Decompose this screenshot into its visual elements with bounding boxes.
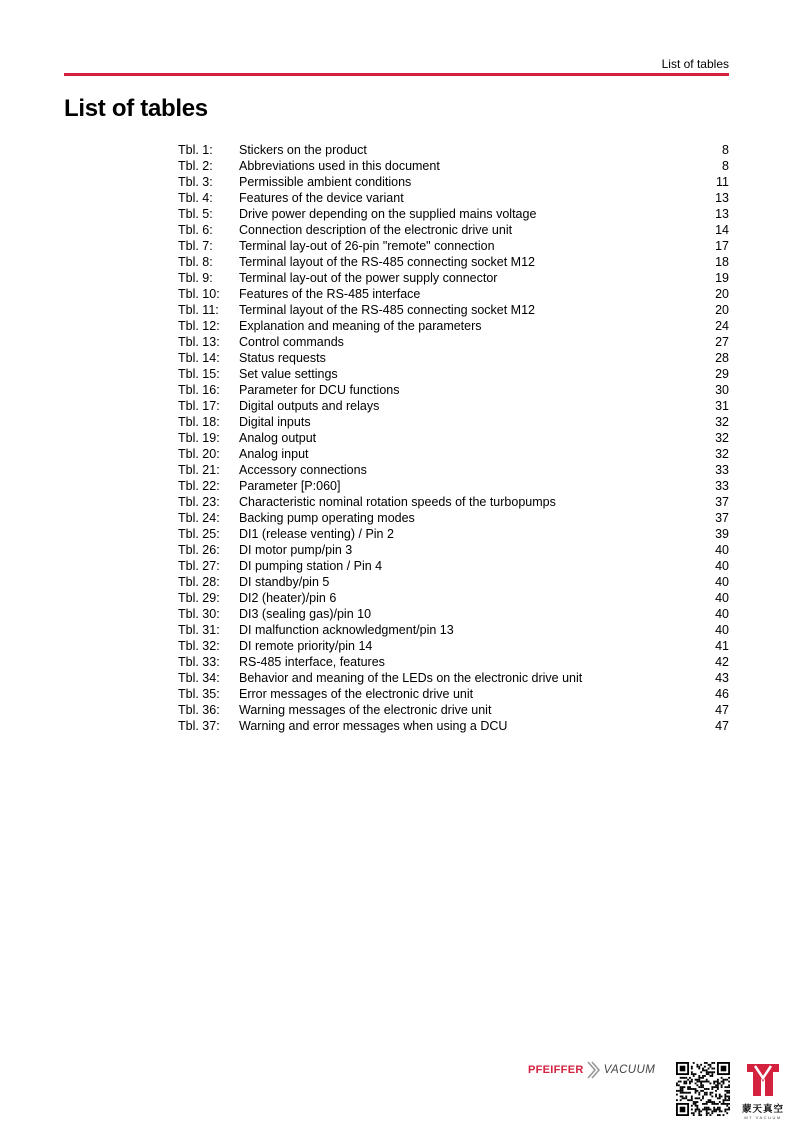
table-entry-label: Tbl. 20: bbox=[178, 447, 220, 461]
table-entry-label: Tbl. 2: bbox=[178, 159, 213, 173]
table-entry-page: 33 bbox=[715, 479, 729, 493]
table-entry-title: Abbreviations used in this document bbox=[239, 159, 440, 173]
table-entry-title: DI1 (release venting) / Pin 2 bbox=[239, 527, 394, 541]
table-entry-title: Features of the device variant bbox=[239, 191, 404, 205]
table-entry[interactable] bbox=[178, 542, 729, 558]
table-entry-label: Tbl. 15: bbox=[178, 367, 220, 381]
table-entry-label: Tbl. 24: bbox=[178, 511, 220, 525]
table-entry-page: 40 bbox=[715, 623, 729, 637]
table-entry-page: 31 bbox=[715, 399, 729, 413]
table-entry-page: 27 bbox=[715, 335, 729, 349]
table-entry-page: 40 bbox=[715, 559, 729, 573]
table-entry-title: Digital outputs and relays bbox=[239, 399, 380, 413]
table-entry[interactable] bbox=[178, 446, 729, 462]
table-entry-title: Warning and error messages when using a DCU bbox=[239, 719, 508, 733]
table-entry-label: Tbl. 21: bbox=[178, 463, 220, 477]
header-rule bbox=[64, 73, 729, 76]
table-entry-title: Terminal layout of the RS-485 connecting socket M12 bbox=[239, 255, 535, 269]
table-entry-title: Terminal lay-out of 26-pin "remote" connection bbox=[239, 239, 495, 253]
table-entry-page: 32 bbox=[715, 431, 729, 445]
table-entry[interactable] bbox=[178, 302, 729, 318]
table-entry-page: 8 bbox=[722, 159, 729, 173]
table-entry-page: 14 bbox=[715, 223, 729, 237]
table-entry[interactable] bbox=[178, 574, 729, 590]
table-entry[interactable] bbox=[178, 334, 729, 350]
mt-logo-en: MT VACUUM bbox=[744, 1115, 782, 1120]
table-entry-page: 18 bbox=[715, 255, 729, 269]
table-entry-label: Tbl. 1: bbox=[178, 143, 213, 157]
table-entry-label: Tbl. 27: bbox=[178, 559, 220, 573]
table-entry-title: Control commands bbox=[239, 335, 344, 349]
table-entry-title: DI motor pump/pin 3 bbox=[239, 543, 353, 557]
table-entry-title: RS-485 interface, features bbox=[239, 655, 385, 669]
table-entry-title: DI standby/pin 5 bbox=[239, 575, 330, 589]
table-entry-label: Tbl. 36: bbox=[178, 703, 220, 717]
table-entry-page: 13 bbox=[715, 191, 729, 205]
page-title: List of tables bbox=[64, 95, 208, 122]
table-entry[interactable] bbox=[178, 318, 729, 334]
table-entry-page: 24 bbox=[715, 319, 729, 333]
table-entry-label: Tbl. 22: bbox=[178, 479, 220, 493]
table-entry-page: 20 bbox=[715, 287, 729, 301]
table-entry-page: 47 bbox=[715, 719, 729, 733]
table-entry-title: DI3 (sealing gas)/pin 10 bbox=[239, 607, 372, 621]
brand-pfeiffer: PFEIFFER bbox=[528, 1064, 584, 1076]
table-entry-label: Tbl. 30: bbox=[178, 607, 220, 621]
table-entry[interactable] bbox=[178, 158, 729, 174]
table-entry-label: Tbl. 23: bbox=[178, 495, 220, 509]
table-entry[interactable] bbox=[178, 366, 729, 382]
table-entry[interactable] bbox=[178, 254, 729, 270]
table-entry-page: 30 bbox=[715, 383, 729, 397]
table-entry[interactable] bbox=[178, 270, 729, 286]
table-entry-title: Error messages of the electronic drive unit bbox=[239, 687, 474, 701]
table-entry[interactable] bbox=[178, 430, 729, 446]
table-entry[interactable] bbox=[178, 350, 729, 366]
table-entry[interactable] bbox=[178, 206, 729, 222]
table-entry-title: Backing pump operating modes bbox=[239, 511, 415, 525]
table-entry-title: Stickers on the product bbox=[239, 143, 367, 157]
table-entry[interactable] bbox=[178, 398, 729, 414]
table-entry-title: Drive power depending on the supplied mains voltage bbox=[239, 207, 537, 221]
table-entry-title: DI2 (heater)/pin 6 bbox=[239, 591, 337, 605]
table-entry-page: 43 bbox=[715, 671, 729, 685]
table-entry-title: Set value settings bbox=[239, 367, 338, 381]
table-entry-label: Tbl. 7: bbox=[178, 239, 213, 253]
table-entry-label: Tbl. 31: bbox=[178, 623, 220, 637]
table-entry[interactable] bbox=[178, 638, 729, 654]
table-entry[interactable] bbox=[178, 222, 729, 238]
table-entry-label: Tbl. 26: bbox=[178, 543, 220, 557]
table-entry[interactable] bbox=[178, 606, 729, 622]
table-entry[interactable] bbox=[178, 238, 729, 254]
table-entry-page: 47 bbox=[715, 703, 729, 717]
table-entry[interactable] bbox=[178, 142, 729, 158]
table-entry-label: Tbl. 37: bbox=[178, 719, 220, 733]
table-entry[interactable] bbox=[178, 670, 729, 686]
table-entry-page: 28 bbox=[715, 351, 729, 365]
table-entry-title: Behavior and meaning of the LEDs on the electronic drive unit bbox=[239, 671, 583, 685]
table-entry-title: Characteristic nominal rotation speeds of the turbopumps bbox=[239, 495, 556, 509]
table-entry-page: 33 bbox=[715, 463, 729, 477]
table-entry-label: Tbl. 5: bbox=[178, 207, 213, 221]
mt-vacuum-logo bbox=[738, 1062, 788, 1120]
table-entry[interactable] bbox=[178, 654, 729, 670]
table-entry[interactable] bbox=[178, 462, 729, 478]
qr-code-icon bbox=[676, 1062, 730, 1116]
table-entry-label: Tbl. 25: bbox=[178, 527, 220, 541]
table-entry[interactable] bbox=[178, 622, 729, 638]
table-entry-page: 37 bbox=[715, 511, 729, 525]
table-entry[interactable] bbox=[178, 414, 729, 430]
table-entry-title: Accessory connections bbox=[239, 463, 367, 477]
table-entry-label: Tbl. 12: bbox=[178, 319, 220, 333]
table-entry-title: DI pumping station / Pin 4 bbox=[239, 559, 383, 573]
logo-separator-icon bbox=[587, 1060, 601, 1080]
table-entry-title: Status requests bbox=[239, 351, 326, 365]
table-entry-title: Terminal lay-out of the power supply connector bbox=[239, 271, 498, 285]
table-entry-page: 8 bbox=[722, 143, 729, 157]
table-entry-label: Tbl. 10: bbox=[178, 287, 220, 301]
table-entry-title: DI remote priority/pin 14 bbox=[239, 639, 373, 653]
table-entry-label: Tbl. 33: bbox=[178, 655, 220, 669]
table-entry-label: Tbl. 8: bbox=[178, 255, 213, 269]
table-entry[interactable] bbox=[178, 510, 729, 526]
table-entry-page: 17 bbox=[715, 239, 729, 253]
mt-logo-icon bbox=[745, 1062, 781, 1098]
table-entry-title: Warning messages of the electronic drive unit bbox=[239, 703, 492, 717]
table-entry-label: Tbl. 32: bbox=[178, 639, 220, 653]
table-entry-title: Explanation and meaning of the parameters bbox=[239, 319, 482, 333]
table-entry-title: Parameter for DCU functions bbox=[239, 383, 400, 397]
table-entry-label: Tbl. 18: bbox=[178, 415, 220, 429]
table-entry-label: Tbl. 29: bbox=[178, 591, 220, 605]
table-entry-page: 32 bbox=[715, 447, 729, 461]
table-entry-page: 11 bbox=[716, 175, 729, 189]
brand-vacuum: VACUUM bbox=[603, 1064, 656, 1076]
table-entry-label: Tbl. 16: bbox=[178, 383, 220, 397]
table-entry[interactable] bbox=[178, 558, 729, 574]
table-entry[interactable] bbox=[178, 494, 729, 510]
table-entry-label: Tbl. 14: bbox=[178, 351, 220, 365]
table-entry[interactable] bbox=[178, 590, 729, 606]
pfeiffer-vacuum-logo bbox=[528, 1058, 655, 1082]
table-entry-title: Permissible ambient conditions bbox=[239, 175, 412, 189]
table-entry-page: 40 bbox=[715, 607, 729, 621]
table-entry-page: 29 bbox=[715, 367, 729, 381]
table-entry-page: 40 bbox=[715, 543, 729, 557]
table-entry[interactable] bbox=[178, 174, 729, 190]
mt-logo-cn: 蒙天真空 bbox=[741, 1104, 784, 1115]
table-entry-title: Parameter [P:060] bbox=[239, 479, 341, 493]
table-entry-page: 40 bbox=[715, 591, 729, 605]
table-list bbox=[178, 142, 729, 734]
table-entry-label: Tbl. 11: bbox=[178, 303, 219, 317]
table-entry-title: Connection description of the electronic drive unit bbox=[239, 223, 513, 237]
table-entry-page: 40 bbox=[715, 575, 729, 589]
table-entry-page: 20 bbox=[715, 303, 729, 317]
table-entry-title: Digital inputs bbox=[239, 415, 311, 429]
table-entry-label: Tbl. 9: bbox=[178, 271, 213, 285]
table-entry[interactable] bbox=[178, 190, 729, 206]
table-entry[interactable] bbox=[178, 702, 729, 718]
table-entry-label: Tbl. 35: bbox=[178, 687, 220, 701]
table-entry-title: Analog input bbox=[239, 447, 309, 461]
table-entry-page: 19 bbox=[715, 271, 729, 285]
table-entry-label: Tbl. 17: bbox=[178, 399, 220, 413]
table-entry[interactable] bbox=[178, 718, 729, 734]
table-entry[interactable] bbox=[178, 382, 729, 398]
table-entry[interactable] bbox=[178, 478, 729, 494]
table-entry-label: Tbl. 6: bbox=[178, 223, 213, 237]
table-entry-page: 13 bbox=[715, 207, 729, 221]
table-entry-title: Terminal layout of the RS-485 connecting socket M12 bbox=[239, 303, 535, 317]
table-entry-title: Features of the RS-485 interface bbox=[239, 287, 421, 301]
table-entry[interactable] bbox=[178, 686, 729, 702]
table-entry-title: Analog output bbox=[239, 431, 317, 445]
table-entry-label: Tbl. 13: bbox=[178, 335, 220, 349]
table-entry-page: 39 bbox=[715, 527, 729, 541]
table-entry-page: 41 bbox=[715, 639, 729, 653]
table-entry-page: 46 bbox=[715, 687, 729, 701]
table-entry-label: Tbl. 19: bbox=[178, 431, 220, 445]
table-entry-label: Tbl. 3: bbox=[178, 175, 213, 189]
table-entry-label: Tbl. 4: bbox=[178, 191, 213, 205]
table-entry[interactable] bbox=[178, 526, 729, 542]
table-entry-page: 42 bbox=[715, 655, 729, 669]
running-header: List of tables bbox=[661, 57, 729, 71]
table-entry-page: 37 bbox=[715, 495, 729, 509]
table-entry-label: Tbl. 28: bbox=[178, 575, 220, 589]
table-entry-page: 32 bbox=[715, 415, 729, 429]
table-entry-label: Tbl. 34: bbox=[178, 671, 220, 685]
table-entry-title: DI malfunction acknowledgment/pin 13 bbox=[239, 623, 454, 637]
table-entry[interactable] bbox=[178, 286, 729, 302]
